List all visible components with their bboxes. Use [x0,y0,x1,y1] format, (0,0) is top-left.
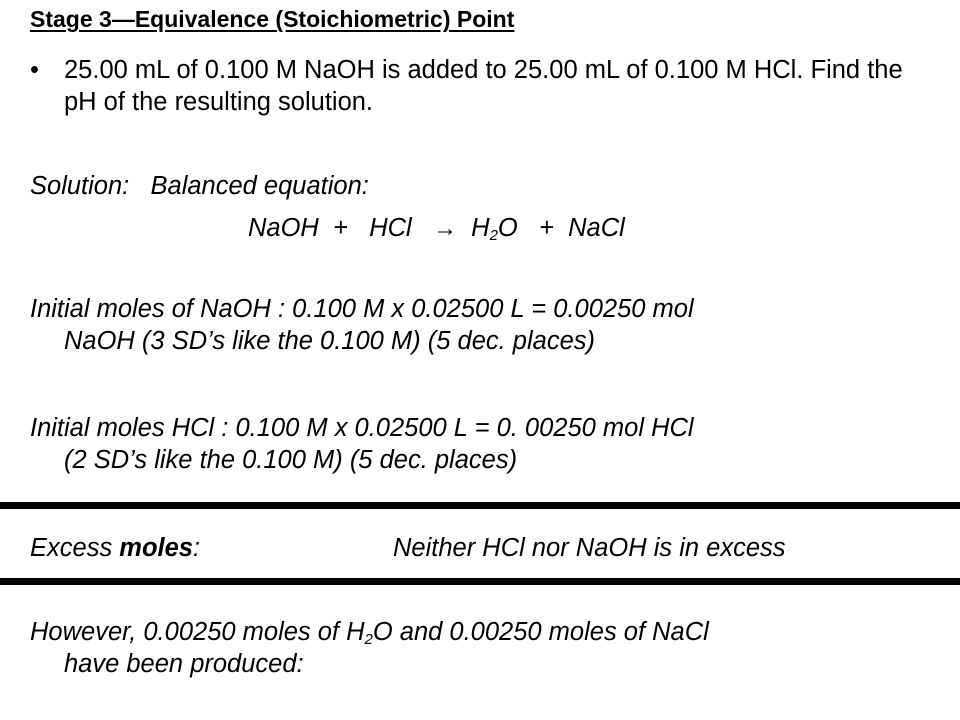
balanced-equation [248,212,625,245]
eq-plus-2: + [539,214,554,242]
reaction-arrow-icon: → [432,215,457,242]
eq-product-nacl: NaCl [568,214,625,242]
excess-value: Neither HCl nor NaOH is in excess [393,534,786,562]
eq-reactant-hcl: HCl [369,214,412,242]
hcl-moles-line2: (2 SD’s like the 0.100 M) (5 dec. places) [64,446,518,474]
naoh-moles-line2: NaOH (3 SD’s like the 0.100 M) (5 dec. places) [64,327,595,355]
divider-bottom [0,578,960,585]
bullet-icon: • [30,56,39,84]
eq-product-water: $H_2O$ [471,214,518,244]
however-line1: However, 0.00250 moles of $H_2O$ and 0.00250 moles of NaCl [30,618,709,648]
excess-label: Excess moles: [30,534,201,562]
eq-plus: + [333,214,348,242]
problem-bullet [30,54,940,118]
hcl-moles-line1: Initial moles HCl : 0.100 M x 0.02500 L = 0. 00250 mol HCl [30,414,694,442]
however-statement [30,616,940,680]
problem-statement: 25.00 mL of 0.100 M NaOH is added to 25.00 mL of 0.100 M HCl. Find the pH of the resulting solution. [64,56,903,116]
divider-top [0,502,960,509]
naoh-moles-line1: Initial moles of NaOH : 0.100 M x 0.02500 L = 0.00250 mol [30,295,694,323]
however-line2: have been produced: [64,650,304,678]
solution-title: Balanced equation: [150,172,369,200]
slide-heading: Stage 3—Equivalence (Stoichiometric) Point [30,6,515,32]
solution-label: Solution: [30,172,130,200]
solution-line [30,170,369,202]
naoh-moles-calc [30,293,940,357]
hcl-moles-calc [30,412,940,476]
eq-reactant-naoh: NaOH [248,214,319,242]
